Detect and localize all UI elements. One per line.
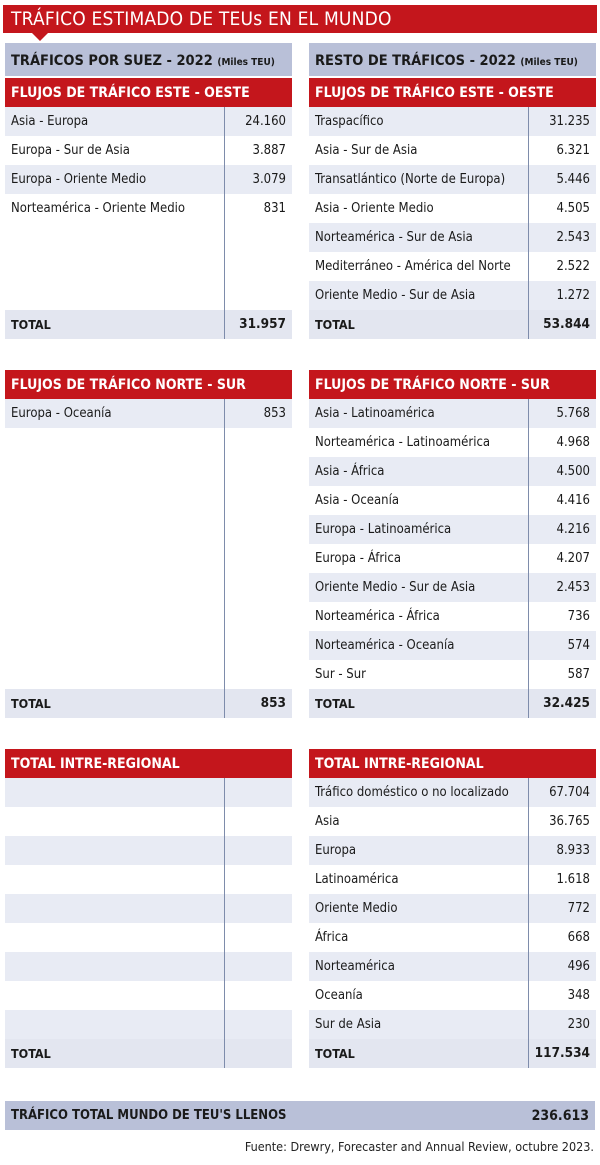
- table-row: [309, 399, 596, 428]
- table-row: [309, 486, 596, 515]
- left-header: [5, 43, 292, 76]
- section-title: FLUJOS DE TRÁFICO ESTE - OESTE: [5, 78, 292, 107]
- table-row: [309, 194, 596, 223]
- row-label: [5, 981, 224, 1010]
- row-label: [5, 631, 224, 660]
- row-value: [224, 428, 292, 457]
- row-value: 4.505: [528, 194, 596, 223]
- table-row: [309, 894, 596, 923]
- row-value: 5.446: [528, 165, 596, 194]
- row-value: [224, 631, 292, 660]
- empty-row: [5, 457, 292, 486]
- row-label: [5, 252, 224, 281]
- row-label: [5, 573, 224, 602]
- empty-row: [5, 602, 292, 631]
- row-label: Norteamérica - Sur de Asia: [315, 230, 473, 245]
- section-title: FLUJOS DE TRÁFICO ESTE - OESTE: [309, 78, 596, 107]
- row-value: 1.618: [528, 865, 596, 894]
- row-value: 853: [224, 399, 292, 428]
- row-value: 67.704: [528, 778, 596, 807]
- left-section-1: [5, 76, 292, 339]
- source-note: Fuente: Drewry, Forecaster and Annual Review, octubre 2023.: [244, 1139, 594, 1154]
- row-label: África: [315, 930, 349, 945]
- row-value: 2.543: [528, 223, 596, 252]
- row-value: 5.768: [528, 399, 596, 428]
- right-section-2: [309, 368, 596, 718]
- table-row: [309, 457, 596, 486]
- row-label: [5, 865, 224, 894]
- row-label: Norteamérica: [315, 959, 395, 974]
- empty-row: [5, 631, 292, 660]
- total-label: TOTAL: [315, 317, 355, 332]
- row-label: Europa - Oceanía: [11, 406, 112, 421]
- row-value: 4.968: [528, 428, 596, 457]
- table-row: [309, 223, 596, 252]
- row-value: 4.216: [528, 515, 596, 544]
- total-row: [309, 1039, 596, 1068]
- row-value: [224, 660, 292, 689]
- row-label: Oceanía: [315, 988, 363, 1003]
- empty-row: [5, 428, 292, 457]
- row-label: Oriente Medio: [315, 901, 398, 916]
- row-value: 574: [528, 631, 596, 660]
- row-value: [224, 778, 292, 807]
- row-label: Europa - África: [315, 551, 402, 566]
- table-row: [309, 952, 596, 981]
- row-value: 31.235: [528, 107, 596, 136]
- table-row: [309, 428, 596, 457]
- total-row: [5, 310, 292, 339]
- empty-row: [5, 865, 292, 894]
- row-value: [224, 923, 292, 952]
- left-column: [5, 43, 292, 76]
- table-row: [5, 399, 292, 428]
- table-row: [309, 515, 596, 544]
- title-pointer: [32, 33, 48, 41]
- row-label: Asia - Europa: [11, 114, 89, 129]
- right-section-3: [309, 747, 596, 1068]
- total-value: [224, 1039, 292, 1068]
- empty-row: [5, 923, 292, 952]
- row-label: Asia: [315, 814, 340, 829]
- row-label: [5, 486, 224, 515]
- row-label: Asia - África: [315, 464, 385, 479]
- row-label: [5, 457, 224, 486]
- table-row: [309, 252, 596, 281]
- total-row: [309, 310, 596, 339]
- row-label: Asia - Oceanía: [315, 493, 399, 508]
- section-title: FLUJOS DE TRÁFICO NORTE - SUR: [309, 370, 596, 399]
- empty-row: [5, 836, 292, 865]
- total-label: TOTAL: [315, 1046, 355, 1061]
- total-value: 32.425: [528, 689, 596, 718]
- row-value: 230: [528, 1010, 596, 1039]
- table-row: [309, 836, 596, 865]
- right-header-title: RESTO DE TRÁFICOS - 2022: [315, 53, 516, 69]
- total-label: TOTAL: [11, 1046, 51, 1061]
- left-section-2: [5, 368, 292, 718]
- row-value: 4.207: [528, 544, 596, 573]
- row-value: 587: [528, 660, 596, 689]
- row-label: Tráfico doméstico o no localizado: [315, 785, 509, 800]
- row-label: [5, 923, 224, 952]
- grand-total-row: [5, 1101, 595, 1130]
- total-row: [5, 689, 292, 718]
- section-title: FLUJOS DE TRÁFICO NORTE - SUR: [5, 370, 292, 399]
- row-label: Europa: [315, 843, 357, 858]
- grand-total-label: TRÁFICO TOTAL MUNDO DE TEU'S LLENOS: [11, 1108, 287, 1123]
- row-label: Traspacífico: [315, 114, 384, 129]
- row-label: [5, 223, 224, 252]
- right-header-unit: (Miles TEU): [520, 57, 578, 68]
- total-label: TOTAL: [11, 317, 51, 332]
- row-label: Norteamérica - Oceanía: [315, 638, 455, 653]
- table-row: [309, 865, 596, 894]
- table-row: [309, 107, 596, 136]
- row-value: 24.160: [224, 107, 292, 136]
- row-label: Norteamérica - África: [315, 609, 440, 624]
- row-value: 1.272: [528, 281, 596, 310]
- row-value: [224, 1010, 292, 1039]
- row-value: [224, 223, 292, 252]
- row-label: Asia - Latinoamérica: [315, 406, 435, 421]
- row-label: [5, 1010, 224, 1039]
- row-value: 3.079: [224, 165, 292, 194]
- left-header-title: TRÁFICOS POR SUEZ - 2022: [11, 53, 213, 69]
- row-label: [5, 778, 224, 807]
- empty-row: [5, 281, 292, 310]
- empty-row: [5, 573, 292, 602]
- row-label: [5, 281, 224, 310]
- table-row: [309, 807, 596, 836]
- empty-row: [5, 660, 292, 689]
- empty-row: [5, 223, 292, 252]
- row-label: [5, 894, 224, 923]
- row-value: [224, 544, 292, 573]
- row-value: [224, 486, 292, 515]
- grand-total-value: 236.613: [531, 1108, 589, 1124]
- row-value: 831: [224, 194, 292, 223]
- row-value: [224, 894, 292, 923]
- row-label: [5, 602, 224, 631]
- total-row: [5, 1039, 292, 1068]
- right-section-1: [309, 76, 596, 339]
- table-row: [309, 281, 596, 310]
- empty-row: [5, 894, 292, 923]
- total-value: 31.957: [224, 310, 292, 339]
- table-row: [309, 981, 596, 1010]
- empty-row: [5, 1010, 292, 1039]
- row-value: [224, 573, 292, 602]
- right-column: [309, 43, 596, 76]
- total-value: 53.844: [528, 310, 596, 339]
- total-label: TOTAL: [315, 696, 355, 711]
- row-label: Asia - Oriente Medio: [315, 201, 434, 216]
- row-value: 2.453: [528, 573, 596, 602]
- row-label: Europa - Oriente Medio: [11, 172, 147, 187]
- row-label: Latinoamérica: [315, 872, 399, 887]
- row-value: [224, 515, 292, 544]
- row-value: 772: [528, 894, 596, 923]
- total-row: [309, 689, 596, 718]
- table-row: [309, 165, 596, 194]
- empty-row: [5, 778, 292, 807]
- total-value: 853: [224, 689, 292, 718]
- empty-row: [5, 807, 292, 836]
- section-title: TOTAL INTRE-REGIONAL: [309, 749, 596, 778]
- row-label: [5, 952, 224, 981]
- table-row: [5, 165, 292, 194]
- total-value: 117.534: [528, 1039, 596, 1068]
- row-label: [5, 807, 224, 836]
- total-label: TOTAL: [11, 696, 51, 711]
- row-value: 2.522: [528, 252, 596, 281]
- row-label: Sur de Asia: [315, 1017, 382, 1032]
- row-value: 36.765: [528, 807, 596, 836]
- row-label: [5, 515, 224, 544]
- table-row: [309, 573, 596, 602]
- row-value: [224, 602, 292, 631]
- row-label: Asia - Sur de Asia: [315, 143, 418, 158]
- table-row: [309, 1010, 596, 1039]
- row-value: [224, 457, 292, 486]
- row-value: 496: [528, 952, 596, 981]
- row-value: [224, 281, 292, 310]
- row-value: 4.416: [528, 486, 596, 515]
- empty-row: [5, 515, 292, 544]
- row-label: [5, 428, 224, 457]
- table-row: [309, 602, 596, 631]
- row-label: Oriente Medio - Sur de Asia: [315, 580, 476, 595]
- page-title: TRÁFICO ESTIMADO DE TEUs EN EL MUNDO: [3, 5, 597, 33]
- table-row: [5, 136, 292, 165]
- row-label: [5, 544, 224, 573]
- left-header-unit: (Miles TEU): [217, 57, 275, 68]
- empty-row: [5, 486, 292, 515]
- row-label: Norteamérica - Latinoamérica: [315, 435, 491, 450]
- row-label: [5, 660, 224, 689]
- row-value: [224, 252, 292, 281]
- row-value: 348: [528, 981, 596, 1010]
- row-label: Sur - Sur: [315, 667, 366, 682]
- right-header: [309, 43, 596, 76]
- table-row: [309, 136, 596, 165]
- row-value: [224, 865, 292, 894]
- row-label: Oriente Medio - Sur de Asia: [315, 288, 476, 303]
- row-label: Mediterráneo - América del Norte: [315, 259, 511, 274]
- table-row: [309, 923, 596, 952]
- empty-row: [5, 252, 292, 281]
- section-title: TOTAL INTRE-REGIONAL: [5, 749, 292, 778]
- empty-row: [5, 981, 292, 1010]
- left-section-3: [5, 747, 292, 1068]
- row-value: 4.500: [528, 457, 596, 486]
- row-label: Europa - Sur de Asia: [11, 143, 130, 158]
- row-value: 736: [528, 602, 596, 631]
- table-row: [5, 194, 292, 223]
- table-row: [5, 107, 292, 136]
- table-row: [309, 660, 596, 689]
- row-label: [5, 836, 224, 865]
- table-row: [309, 544, 596, 573]
- row-value: 8.933: [528, 836, 596, 865]
- row-value: [224, 952, 292, 981]
- row-label: Norteamérica - Oriente Medio: [11, 201, 186, 216]
- empty-row: [5, 544, 292, 573]
- row-value: 668: [528, 923, 596, 952]
- row-value: 3.887: [224, 136, 292, 165]
- row-label: Europa - Latinoamérica: [315, 522, 452, 537]
- row-value: [224, 836, 292, 865]
- row-value: 6.321: [528, 136, 596, 165]
- empty-row: [5, 952, 292, 981]
- row-value: [224, 807, 292, 836]
- table-row: [309, 778, 596, 807]
- row-value: [224, 981, 292, 1010]
- row-label: Transatlántico (Norte de Europa): [315, 172, 506, 187]
- table-row: [309, 631, 596, 660]
